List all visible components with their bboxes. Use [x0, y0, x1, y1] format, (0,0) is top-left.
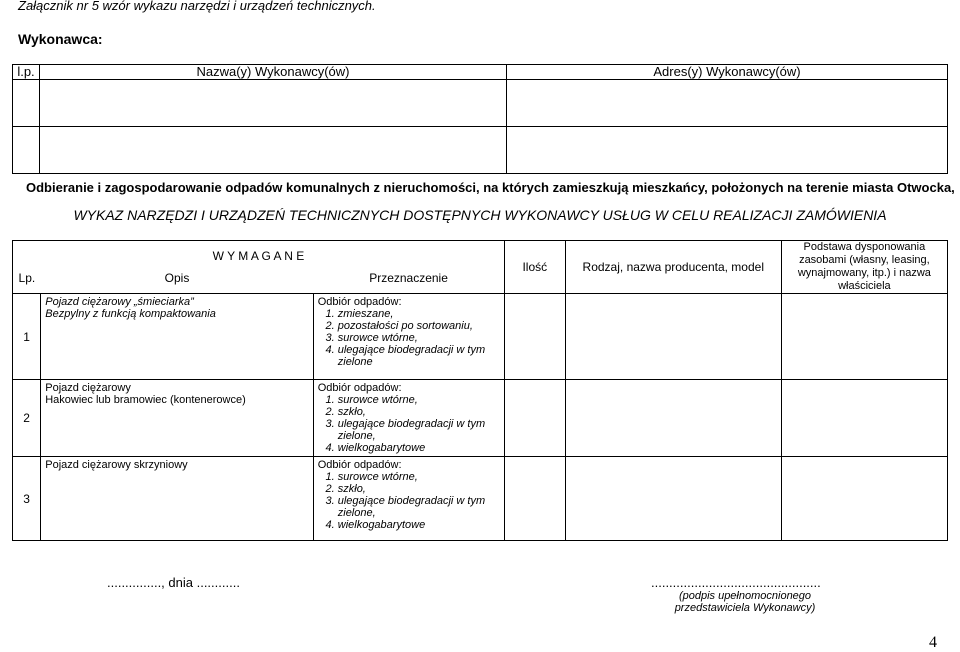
row-purpose [313, 294, 504, 380]
waste-item: 1. surowce wtórne, [338, 394, 500, 406]
contractor-header-row [13, 65, 948, 80]
equipment-row [13, 380, 948, 457]
contractor-table [12, 64, 948, 174]
waste-item: 4. wielkogabarytowe [338, 442, 500, 454]
col-purpose: Przeznaczenie [313, 263, 504, 294]
equipment-header-row [13, 241, 948, 264]
waste-item: 1. surowce wtórne, [338, 471, 500, 483]
qty-cell[interactable] [504, 294, 565, 380]
signature-line: ............................................... [651, 575, 821, 590]
basis-cell[interactable] [781, 294, 947, 380]
contractor-cell[interactable] [40, 80, 507, 127]
contractor-cell[interactable] [13, 80, 40, 127]
col-qty: Ilość [504, 241, 565, 294]
purpose-heading: Odbiór odpadów: [317, 296, 402, 308]
waste-item: 1. zmieszane, [338, 308, 500, 320]
waste-list [318, 471, 500, 531]
waste-item: 2. pozostałości po sortowaniu, [338, 320, 500, 332]
equipment-table [12, 240, 948, 541]
waste-list [318, 394, 500, 454]
row-purpose [313, 380, 504, 457]
waste-item: 3. ulegające biodegradacji w tym zielone, [338, 418, 500, 442]
tender-description: Odbieranie i zagospodarowanie odpadów komunalnych z nieruchomości, na których zamieszkują mieszkańcy, położonych na terenie miasta Otwocka, [26, 180, 955, 195]
basis-cell[interactable] [781, 457, 947, 541]
signature-caption [650, 590, 840, 614]
waste-item: 2. szkło, [338, 483, 500, 495]
row-number: 1 [13, 294, 41, 380]
desc-line: Pojazd ciężarowy [45, 382, 131, 394]
col-lp: Lp. [13, 263, 41, 294]
equipment-row [13, 457, 948, 541]
contractor-row [13, 80, 948, 127]
list-title: WYKAZ NARZĘDZI I URZĄDZEŃ TECHNICZNYCH DOSTĘPNYCH WYKONAWCY USŁUG W CELU REALIZACJI ZAMÓWIENIA [73, 207, 887, 223]
model-cell[interactable] [565, 294, 781, 380]
waste-item: 4. wielkogabarytowe [338, 519, 500, 531]
desc-line: Pojazd ciężarowy skrzyniowy [45, 459, 188, 471]
qty-cell[interactable] [504, 457, 565, 541]
waste-item: 2. szkło, [338, 406, 500, 418]
contractor-cell[interactable] [507, 127, 948, 174]
equipment-row [13, 294, 948, 380]
row-description [41, 457, 314, 541]
qty-cell[interactable] [504, 380, 565, 457]
signature-date-line: ..............., dnia ............ [107, 575, 240, 590]
contractor-cell[interactable] [507, 80, 948, 127]
waste-item: 3. surowce wtórne, [338, 332, 500, 344]
desc-line: Pojazd ciężarowy „śmieciarka” [45, 296, 194, 308]
signature-caption-line: przedstawiciela Wykonawcy) [674, 602, 816, 614]
row-number: 2 [13, 380, 41, 457]
attachment-note: Załącznik nr 5 wzór wykazu narzędzi i urządzeń technicznych. [18, 0, 376, 13]
col-desc: Opis [41, 263, 314, 294]
contractor-label: Wykonawca: [18, 31, 103, 47]
page-number: 4 [929, 634, 937, 651]
model-cell[interactable] [565, 457, 781, 541]
contractor-col-name: Nazwa(y) Wykonawcy(ów) [40, 65, 507, 80]
row-description [41, 294, 314, 380]
contractor-cell[interactable] [40, 127, 507, 174]
contractor-col-lp: l.p. [13, 65, 40, 80]
basis-cell[interactable] [781, 380, 947, 457]
contractor-cell[interactable] [13, 127, 40, 174]
purpose-heading: Odbiór odpadów: [317, 382, 402, 394]
row-number: 3 [13, 457, 41, 541]
waste-item: 3. ulegające biodegradacji w tym zielone, [338, 495, 500, 519]
col-basis: Podstawa dysponowania zasobami (własny, leasing, wynajmowany, itp.) i nazwa właściciela [781, 241, 947, 294]
purpose-heading: Odbiór odpadów: [317, 459, 402, 471]
requirements-header: W Y M A G A N E [13, 241, 505, 264]
row-purpose [313, 457, 504, 541]
waste-list [318, 308, 500, 368]
waste-item: 4. ulegające biodegradacji w tym zielone [338, 344, 500, 368]
row-description [41, 380, 314, 457]
desc-line: Hakowiec lub bramowiec (kontenerowce) [45, 394, 246, 406]
desc-line: Bezpylny z funkcją kompaktowania [45, 308, 216, 320]
contractor-row [13, 127, 948, 174]
model-cell[interactable] [565, 380, 781, 457]
contractor-col-address: Adres(y) Wykonawcy(ów) [507, 65, 948, 80]
signature-caption-line: (podpis upełnomocnionego [678, 590, 812, 602]
col-model: Rodzaj, nazwa producenta, model [565, 241, 781, 294]
